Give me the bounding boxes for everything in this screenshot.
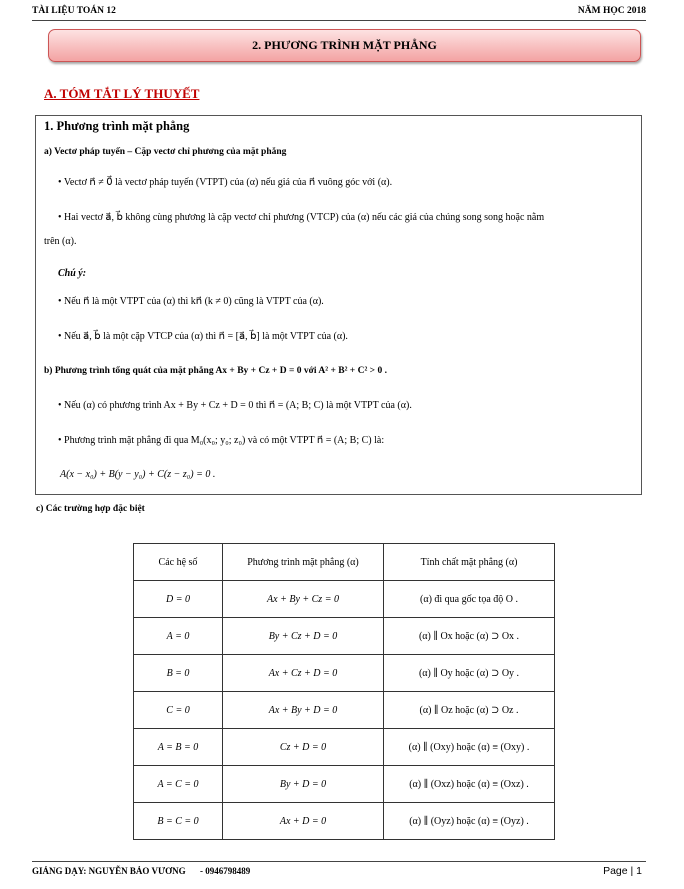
table-row (134, 655, 555, 692)
header-left: TÀI LIỆU TOÁN 12 (32, 6, 116, 16)
table-row (134, 729, 555, 766)
table-row (134, 581, 555, 618)
equation-cell: By + Cz + D = 0 (223, 618, 384, 655)
vtpt-definition: • Vectơ n⃗ ≠ 0⃗ là vectơ pháp tuyến (VTPT) của (α) nếu giá của n⃗ vuông góc với (α). (58, 177, 393, 188)
table-header-cell: Tính chất mặt phẳng (α) (384, 544, 555, 581)
coef-cell: D = 0 (134, 581, 223, 618)
property-cell: (α) đi qua gốc tọa độ O . (384, 581, 555, 618)
sub-b-heading: b) Phương trình tổng quát của mặt phẳng Ax + By + Cz + D = 0 với A² + B² + C² > 0 . (44, 366, 387, 376)
property-cell: (α) ∥ Oy hoặc (α) ⊃ Oy . (384, 655, 555, 692)
special-cases-table (133, 543, 555, 840)
general-eq-1: • Nếu (α) có phương trình Ax + By + Cz + D = 0 thì n⃗ = (A; B; C) là một VTPT của (α). (58, 400, 412, 411)
coef-cell: A = B = 0 (134, 729, 223, 766)
header-right: NĂM HỌC 2018 (577, 6, 646, 16)
property-cell: (α) ∥ Oz hoặc (α) ⊃ Oz . (384, 692, 555, 729)
general-eq-formula: A(x − x₀) + B(y − y₀) + C(z − z₀) = 0 . (60, 469, 216, 480)
general-eq-2: • Phương trình mặt phẳng đi qua M₀(x₀; y₀; z₀) và có một VTPT n⃗ = (A; B; C) là: (58, 435, 385, 446)
equation-cell: Cz + D = 0 (223, 729, 384, 766)
table-header-row (134, 544, 555, 581)
coef-cell: B = 0 (134, 655, 223, 692)
equation-cell: Ax + Cz + D = 0 (223, 655, 384, 692)
header-divider (32, 20, 646, 21)
equation-cell: Ax + By + Cz = 0 (223, 581, 384, 618)
vtcp-definition: • Hai vectơ a⃗, b⃗ không cùng phương là cặp vectơ chỉ phương (VTCP) của (α) nếu các giá của chúng song song hoặc nằm (58, 212, 545, 223)
chapter-title: 2. PHƯƠNG TRÌNH MẶT PHẲNG (48, 29, 641, 62)
note-2: • Nếu a⃗, b⃗ là một cặp VTCP của (α) thì n⃗ = [a⃗, b⃗] là một VTPT của (α). (58, 331, 348, 342)
box-heading: 1. Phương trình mặt phẳng (44, 119, 190, 133)
section-a-heading: A. TÓM TẮT LÝ THUYẾT (44, 86, 200, 101)
equation-cell: Ax + D = 0 (223, 803, 384, 840)
vtcp-definition-cont: trên (α). (44, 236, 77, 247)
note-1: • Nếu n⃗ là một VTPT của (α) thì kn⃗ (k ≠ 0) cũng là VTPT của (α). (58, 296, 324, 307)
coef-cell: A = C = 0 (134, 766, 223, 803)
sub-a-heading: a) Vectơ pháp tuyến – Cặp vectơ chỉ phương của mặt phẳng (44, 147, 287, 157)
note-label: Chú ý: (58, 268, 87, 279)
table-row (134, 766, 555, 803)
coef-cell: C = 0 (134, 692, 223, 729)
theory-box (35, 115, 642, 495)
equation-cell: Ax + By + D = 0 (223, 692, 384, 729)
page-header (32, 6, 646, 20)
property-cell: (α) ∥ (Oxy) hoặc (α) ≡ (Oxy) . (384, 729, 555, 766)
footer-divider (32, 861, 646, 862)
table-row (134, 803, 555, 840)
property-cell: (α) ∥ Ox hoặc (α) ⊃ Ox . (384, 618, 555, 655)
equation-cell: By + D = 0 (223, 766, 384, 803)
footer-phone: - 0946798489 (200, 866, 251, 876)
table-row (134, 692, 555, 729)
page-number: Page | 1 (603, 865, 642, 877)
table-row (134, 618, 555, 655)
footer-author: GIẢNG DẠY: NGUYỄN BẢO VƯƠNG (32, 866, 186, 876)
property-cell: (α) ∥ (Oxz) hoặc (α) ≡ (Oxz) . (384, 766, 555, 803)
coef-cell: B = C = 0 (134, 803, 223, 840)
table-header-cell: Phương trình mặt phẳng (α) (223, 544, 384, 581)
coef-cell: A = 0 (134, 618, 223, 655)
property-cell: (α) ∥ (Oyz) hoặc (α) ≡ (Oyz) . (384, 803, 555, 840)
table-header-cell: Các hệ số (134, 544, 223, 581)
sub-c-heading: c) Các trường hợp đặc biệt (36, 504, 145, 514)
